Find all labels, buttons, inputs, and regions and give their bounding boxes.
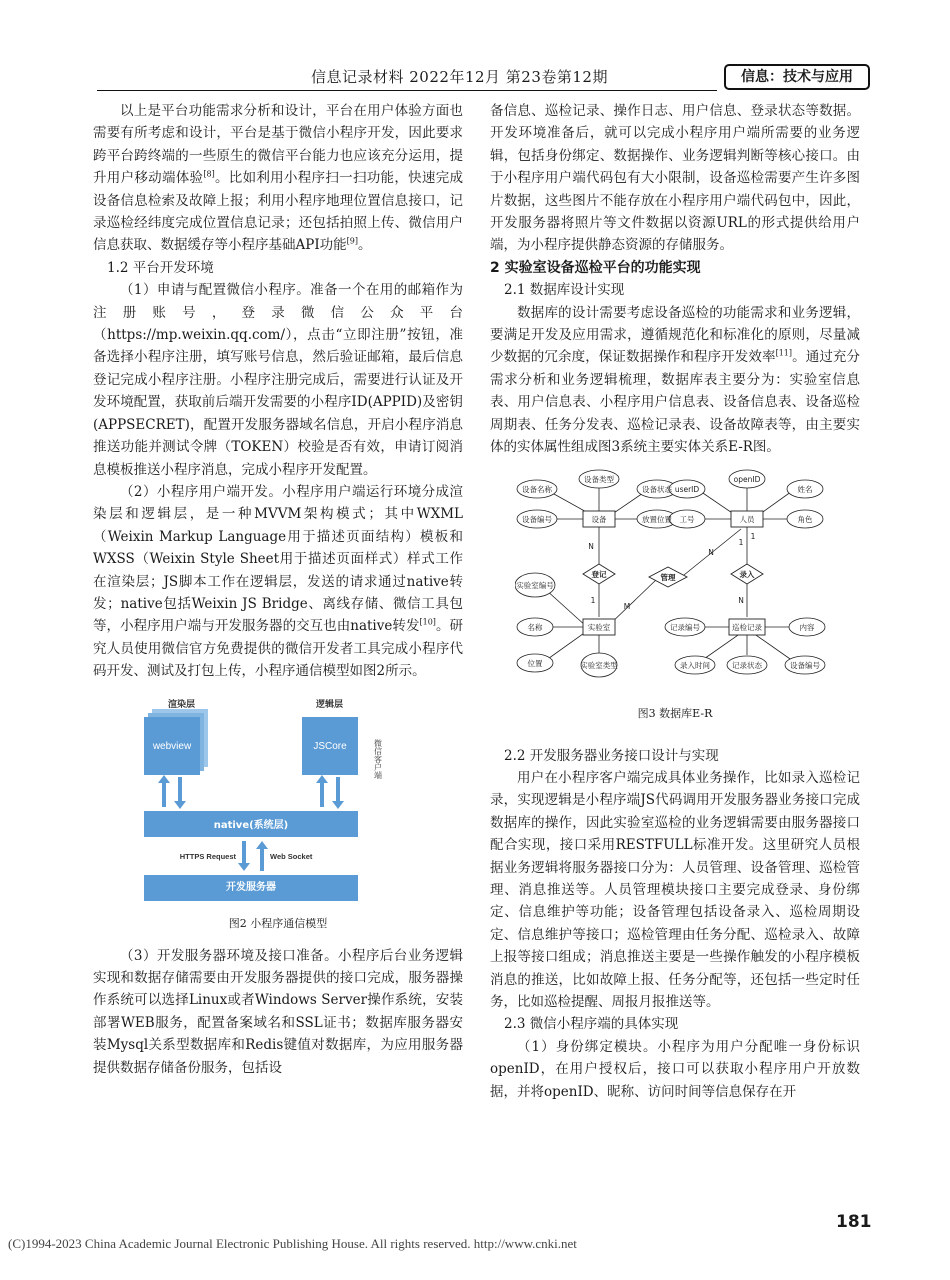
page-number: 181 bbox=[836, 1212, 872, 1232]
citation: [9] bbox=[346, 236, 359, 246]
section-heading-1-2: 1.2 平台开发环境 bbox=[107, 259, 214, 276]
cardinality: N bbox=[708, 547, 714, 557]
attr-position: 位置 bbox=[527, 658, 543, 668]
section-heading-2: 2 实验室设备巡检平台的功能实现 bbox=[490, 259, 701, 276]
rel-register: 登记 bbox=[591, 569, 607, 579]
rel-entry: 录入 bbox=[739, 569, 755, 579]
native-layer-label: native(系统层) bbox=[213, 819, 289, 831]
paragraph: （1）身份绑定模块。小程序为用户分配唯一身份标识openID，在用户授权后，接口可以获取小程序用户开放数据，并将openID、昵称、访问时间等信息保存在开 bbox=[490, 1038, 860, 1100]
attr-userid: userID bbox=[674, 484, 700, 494]
attr-openid: openID bbox=[733, 474, 761, 484]
arrow-head-icon bbox=[256, 841, 268, 849]
cardinality: N bbox=[738, 595, 744, 605]
attr-location: 放置位置 bbox=[642, 514, 672, 524]
paragraph: （3）开发服务器环境及接口准备。小程序后台业务逻辑实现和数据存储需要由开发服务器提供的接口完成，服务器操作系统可以选择Linux或者Windows Server操作系统，安装部署WEB服务，配置备案域名和SSL证书；数据库服务器安装Mysql关系型数据库和Redis键值对数据库，为应用服务器提供数据存储备份服务，包括设 bbox=[93, 947, 463, 1076]
arrow-head-icon bbox=[174, 801, 186, 809]
left-column bbox=[93, 100, 463, 1079]
attr-device-no: 设备编号 bbox=[522, 514, 552, 524]
attr-entry-time: 录入时间 bbox=[680, 660, 710, 670]
right-column bbox=[490, 100, 860, 1103]
websocket-label: Web Socket bbox=[270, 851, 313, 861]
entity-device: 设备 bbox=[591, 514, 607, 524]
paragraph: 以上是平台功能需求分析和设计，平台在用户体验方面也需要有所考虑和设计，平台是基于微信小程序开发，因此要求跨平台跨终端的一些原生的微信平台能力也应该充分运用，提升用户移动端体验[8]。比如利用小程序扫一扫功能，快速完成设备信息检索及故障上报；利用小程序地理位置信息接口，记录巡检经纬度完成位置信息记录；还包括拍照上传、微信用户信息获取、数据缓存等小程序基础API功能[9]。 bbox=[93, 103, 464, 254]
entity-lab: 实验室 bbox=[587, 622, 611, 632]
arrow-head-icon bbox=[158, 775, 170, 783]
journal-info: 信息记录材料 2022年12月 第23卷第12期 bbox=[311, 68, 608, 86]
entity-inspection: 巡检记录 bbox=[732, 622, 762, 632]
attr-job-no: 工号 bbox=[679, 514, 695, 524]
attr-content: 内容 bbox=[799, 622, 815, 632]
figure-3 bbox=[515, 469, 835, 699]
attr-name: 姓名 bbox=[797, 484, 813, 494]
https-request-label: HTTPS Request bbox=[179, 851, 236, 861]
running-header bbox=[97, 66, 870, 92]
section-heading-2-1: 2.1 数据库设计实现 bbox=[504, 282, 625, 299]
paragraph: （2）小程序用户端开发。小程序用户端运行环境分成渲染层和逻辑层，是一种MVVM架构模式；其中WXML（Weixin Markup Language用于描述页面结构）模板和WXSS（Weixin Style Sheet用于描述页面样式）样式工作在渲染层；JS脚本工作在逻辑层，发送的请求通过native转发；native包括Weixin JS Bridge、离线存储、微信工具包等，小程序用户端与开发服务器的交互也由native转发[10]。研究人员使用微信官方免费提供的微信开发者工具完成小程序代码开发、测试及打包上传，小程序通信模型如图2所示。 bbox=[93, 483, 464, 680]
jscore-label: JSCore bbox=[313, 740, 347, 752]
section-badge: 信息：技术与应用 bbox=[724, 64, 870, 90]
attr-lab-name: 名称 bbox=[527, 622, 543, 632]
communication-model-diagram bbox=[128, 699, 388, 879]
arrow-head-icon bbox=[332, 801, 344, 809]
arrow-head-icon bbox=[238, 863, 250, 871]
webview-label: webview bbox=[152, 740, 192, 752]
attr-device-no-2: 设备编号 bbox=[790, 660, 820, 670]
cardinality: 1 bbox=[738, 537, 744, 547]
copyright-footer: (C)1994-2023 China Academic Journal Electronic Publishing House. All rights reserved. http://www.cnki.net bbox=[8, 1236, 577, 1251]
attr-record-status: 记录状态 bbox=[732, 660, 762, 670]
arrow-head-icon bbox=[316, 775, 328, 783]
cardinality: N bbox=[588, 541, 594, 551]
attr-device-type: 设备类型 bbox=[584, 474, 614, 484]
header-rule bbox=[97, 90, 717, 91]
paragraph: 备信息、巡检记录、操作日志、用户信息、登录状态等数据。开发环境准备后，就可以完成小程序用户端所需要的业务逻辑，包括身份绑定、数据操作、业务逻辑判断等核心接口。由于小程序用户端代码包有大小限制，设备巡检需要产生许多图片数据，这些图片不能存放在小程序用户端代码包中，因此，开发服务器将照片等文件数据以资源URL的形式提供给用户端，为小程序提供静态资源的存储服务。 bbox=[490, 103, 860, 254]
client-label: 微信客户端 bbox=[373, 738, 383, 779]
attr-role: 角色 bbox=[797, 514, 813, 524]
dev-server-box: 开发服务器 bbox=[144, 875, 358, 901]
citation: [11] bbox=[775, 348, 793, 358]
paragraph: 数据库的设计需要考虑设备巡检的功能需求和业务逻辑，要满足开发及应用需求，遵循规范化和标准化的原则，尽量减少数据的冗余度，保证数据操作和程序开发效率[11]。通过充分需求分析和业务逻辑梳理，数据库表主要分为：实验室信息表、用户信息表、小程序用户信息表、设备信息表、设备巡检周期表、任务分发表、巡检记录表、设备故障表等，由主要实体的实体属性组成图3系统主要实体关系E-R图。 bbox=[490, 304, 861, 456]
citation: [10] bbox=[419, 617, 436, 627]
section-heading-2-2: 2.2 开发服务器业务接口设计与实现 bbox=[504, 747, 719, 764]
entity-person: 人员 bbox=[739, 514, 755, 524]
logic-layer-label: 逻辑层 bbox=[316, 699, 344, 710]
attr-lab-no: 实验室编号 bbox=[516, 580, 554, 590]
cardinality: 1 bbox=[590, 595, 596, 605]
citation: [8] bbox=[203, 169, 215, 179]
attr-lab-type: 实验室类型 bbox=[580, 660, 618, 670]
cardinality: 1 bbox=[750, 531, 756, 541]
section-heading-2-3: 2.3 微信小程序端的具体实现 bbox=[504, 1016, 679, 1033]
figure-3-caption: 图3 数据库E-R bbox=[637, 706, 713, 720]
paragraph: 用户在小程序客户端完成具体业务操作，比如录入巡检记录，实现逻辑是小程序端JS代码调用开发服务器业务接口完成数据库的操作，因此实验室巡检的业务逻辑需要由服务器接口配合实现，接口采用RESTFULL标准开发。这里研究人员根据业务逻辑将服务器接口分为：人员管理、设备管理、巡检管理、消息推送等。人员管理模块接口主要完成登录、身份绑定、信息维护等功能；设备管理包括设备录入、巡检周期设定、信息维护等接口；巡检管理由任务分配、巡检录入、故障上报等接口组成；消息推送主要是一些操作触发的小程序模板消息的推送，比如故障上报、任务分配等，还包括一些定时任务，比如巡检提醒、周报月报推送等。 bbox=[490, 769, 860, 1010]
attr-device-name: 设备名称 bbox=[522, 484, 552, 494]
attr-record-no: 记录编号 bbox=[670, 622, 700, 632]
rel-manage: 管理 bbox=[660, 572, 676, 582]
paragraph: （1）申请与配置微信小程序。准备一个在用的邮箱作为注册账号，登录微信公众平台（https://mp.weixin.qq.com/），点击“立即注册”按钮，准备选择小程序注册，填写账号信息，然后验证邮箱，最后信息登记完成小程序注册。小程序注册完成后，需要进行认证及开发环境配置，获取前后端开发需要的小程序ID(APPID)及密钥(APPSECRET)，配置开发服务器域名信息，开启小程序消息推送功能并测试令牌（TOKEN）校验是否有效，申请订阅消息模板推送小程序消息，完成小程序开发配置。 bbox=[93, 282, 463, 478]
cardinality: M bbox=[623, 601, 631, 611]
figure-2 bbox=[128, 699, 388, 909]
er-diagram bbox=[515, 469, 835, 699]
attr-device-status: 设备状态 bbox=[642, 484, 672, 494]
render-layer-label: 渲染层 bbox=[168, 699, 196, 710]
figure-2-caption: 图2 小程序通信模型 bbox=[228, 916, 328, 930]
